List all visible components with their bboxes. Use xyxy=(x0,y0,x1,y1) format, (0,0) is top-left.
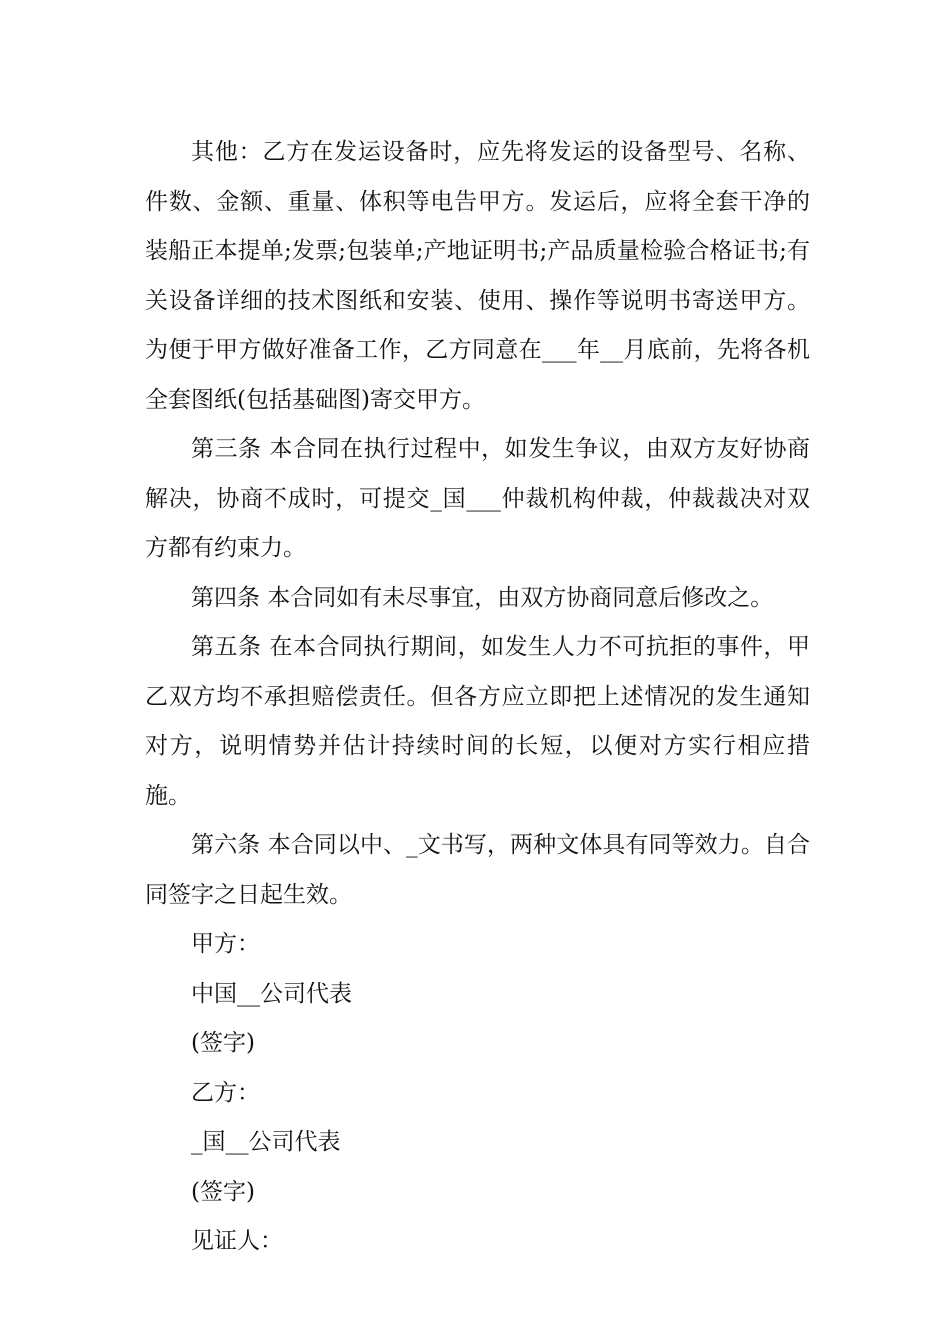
witness-label: 见证人： xyxy=(191,1228,283,1254)
party-b-label: 乙方： xyxy=(191,1079,260,1106)
paragraph-article-6: 第六条 本合同以中、_文书写，两种文体具有同等效力。自合同签字之日起生效。 xyxy=(145,832,810,908)
party-b-signature: (签字) xyxy=(191,1178,255,1205)
paragraph-article-4: 第四条 本合同如有未尽事宜，由双方协商同意后修改之。 xyxy=(191,584,774,611)
paragraph-article-3: 第三条 本合同在执行过程中，如发生争议，由双方友好协商解决，协商不成时，可提交_国___仲裁机构仲裁，仲裁裁决对双方都有约束力。 xyxy=(145,436,810,561)
paragraph-article-5: 第五条 在本合同执行期间，如发生人力不可抗拒的事件，甲乙双方均不承担赔偿责任。但各方应立即把上述情况的发生通知对方，说明情势并估计持续时间的长短，以便对方实行相应措施。 xyxy=(145,634,810,809)
party-a-label: 甲方： xyxy=(191,931,260,957)
document-body xyxy=(145,128,810,1267)
party-a-signature: (签字) xyxy=(191,1030,255,1056)
party-b-representative: _国__公司代表 xyxy=(191,1129,341,1155)
paragraph-shipping-terms: 其他：乙方在发运设备时，应先将发运的设备型号、名称、件数、金额、重量、体积等电告甲方。发运后，应将全套干净的装船正本提单;发票;包装单;产地证明书;产品质量检验合格证书;有关设备详细的技术图纸和安装、使用、操作等说明书寄送甲方。为便于甲方做好准备工作，乙方同意在___年__月底前，先将各机全套图纸(包括基础图)寄交甲方。 xyxy=(145,139,810,413)
party-a-representative: 中国__公司代表 xyxy=(191,980,352,1007)
